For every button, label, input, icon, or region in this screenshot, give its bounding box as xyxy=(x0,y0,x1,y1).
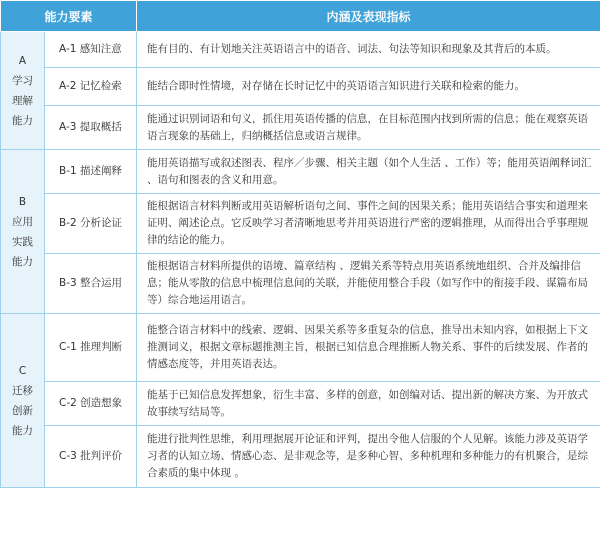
table-row xyxy=(1,150,600,194)
header-ability-elements: 能力要素 xyxy=(1,1,137,32)
element-code: B-1 描述阐释 xyxy=(45,150,137,194)
element-description: 能整合语言材料中的线索、逻辑、因果关系等多重复杂的信息，推导出未知内容，如根据上下文推测词义，根据文章标题推测主旨，根据已知信息合理推断人物关系、事件的后续发展、作者的情感态度等，并用英语表达。 xyxy=(137,314,600,382)
table-header-row xyxy=(1,1,600,32)
element-code: B-3 整合运用 xyxy=(45,254,137,314)
table-row xyxy=(1,106,600,150)
element-code: C-2 创造想象 xyxy=(45,382,137,426)
header-connotation-indicators: 内涵及表现指标 xyxy=(137,1,600,32)
table-row xyxy=(1,382,600,426)
table-row xyxy=(1,68,600,106)
dimension-name: 学习 xyxy=(12,74,33,87)
table-row xyxy=(1,32,600,68)
dimension-cell-a xyxy=(1,32,45,150)
dimension-cell-b xyxy=(1,150,45,314)
element-description: 能进行批判性思维，利用理据展开论证和评判，提出令他人信服的个人见解。该能力涉及英语学习者的认知立场、情感心态、是非观念等，是多种心智、多种机理和多种能力的有机聚合，是综合素质的集中体现 。 xyxy=(137,426,600,488)
table-row xyxy=(1,314,600,382)
element-code: C-1 推理判断 xyxy=(45,314,137,382)
element-description: 能根据语言材料所提供的语境、篇章结构 、逻辑关系等特点用英语系统地组织、合并及编排信息；能从零散的信息中梳理信息间的关联，并能使用整合手段（如写作中的衔接手段、谋篇布局等）综合地运用语言。 xyxy=(137,254,600,314)
element-description: 能结合即时性情境，对存储在长时记忆中的英语语言知识进行关联和检索的能力。 xyxy=(137,68,600,106)
dimension-name: 能力 xyxy=(12,424,33,437)
table-row xyxy=(1,194,600,254)
element-description: 能用英语描写或叙述图表、程序／步骤、相关主题（如个人生活 、工作）等；能用英语阐释词汇 、语句和图表的含义和用意。 xyxy=(137,150,600,194)
table-row xyxy=(1,254,600,314)
dimension-letter: C xyxy=(18,364,27,377)
element-description: 能根据语言材料判断或用英语解析语句之间、事件之间的因果关系；能用英语结合事实和道理来证明、阐述论点。它反映学习者清晰地思考并用英语进行严密的逻辑推理，从而得出合乎事理规律的结论的能力。 xyxy=(137,194,600,254)
dimension-letter: B xyxy=(18,195,27,208)
dimension-name: 创新 xyxy=(12,404,33,417)
dimension-name: 能力 xyxy=(12,255,33,268)
table-row xyxy=(1,426,600,488)
element-code: C-3 批判评价 xyxy=(45,426,137,488)
dimension-name: 应用 xyxy=(12,215,33,228)
dimension-name: 理解 xyxy=(12,94,33,107)
element-code: B-2 分析论证 xyxy=(45,194,137,254)
dimension-cell-c xyxy=(1,314,45,488)
element-code: A-3 提取概括 xyxy=(45,106,137,150)
dimension-name: 实践 xyxy=(12,235,33,248)
element-description: 能通过识别词语和句义，抓住用英语传播的信息，在目标范围内找到所需的信息；能在观察英语语言现象的基础上，归纳概括信息或语言规律。 xyxy=(137,106,600,150)
dimension-letter: A xyxy=(18,54,27,67)
dimension-name: 能力 xyxy=(12,114,33,127)
element-code: A-1 感知注意 xyxy=(45,32,137,68)
element-code: A-2 记忆检索 xyxy=(45,68,137,106)
element-description: 能基于已知信息发挥想象，衍生丰富、多样的创意，如创编对话、提出新的解决方案、为开放式故事续写结局等。 xyxy=(137,382,600,426)
dimension-name: 迁移 xyxy=(12,384,33,397)
element-description: 能有目的、有计划地关注英语语言中的语音、词法、句法等知识和现象及其背后的本质。 xyxy=(137,32,600,68)
